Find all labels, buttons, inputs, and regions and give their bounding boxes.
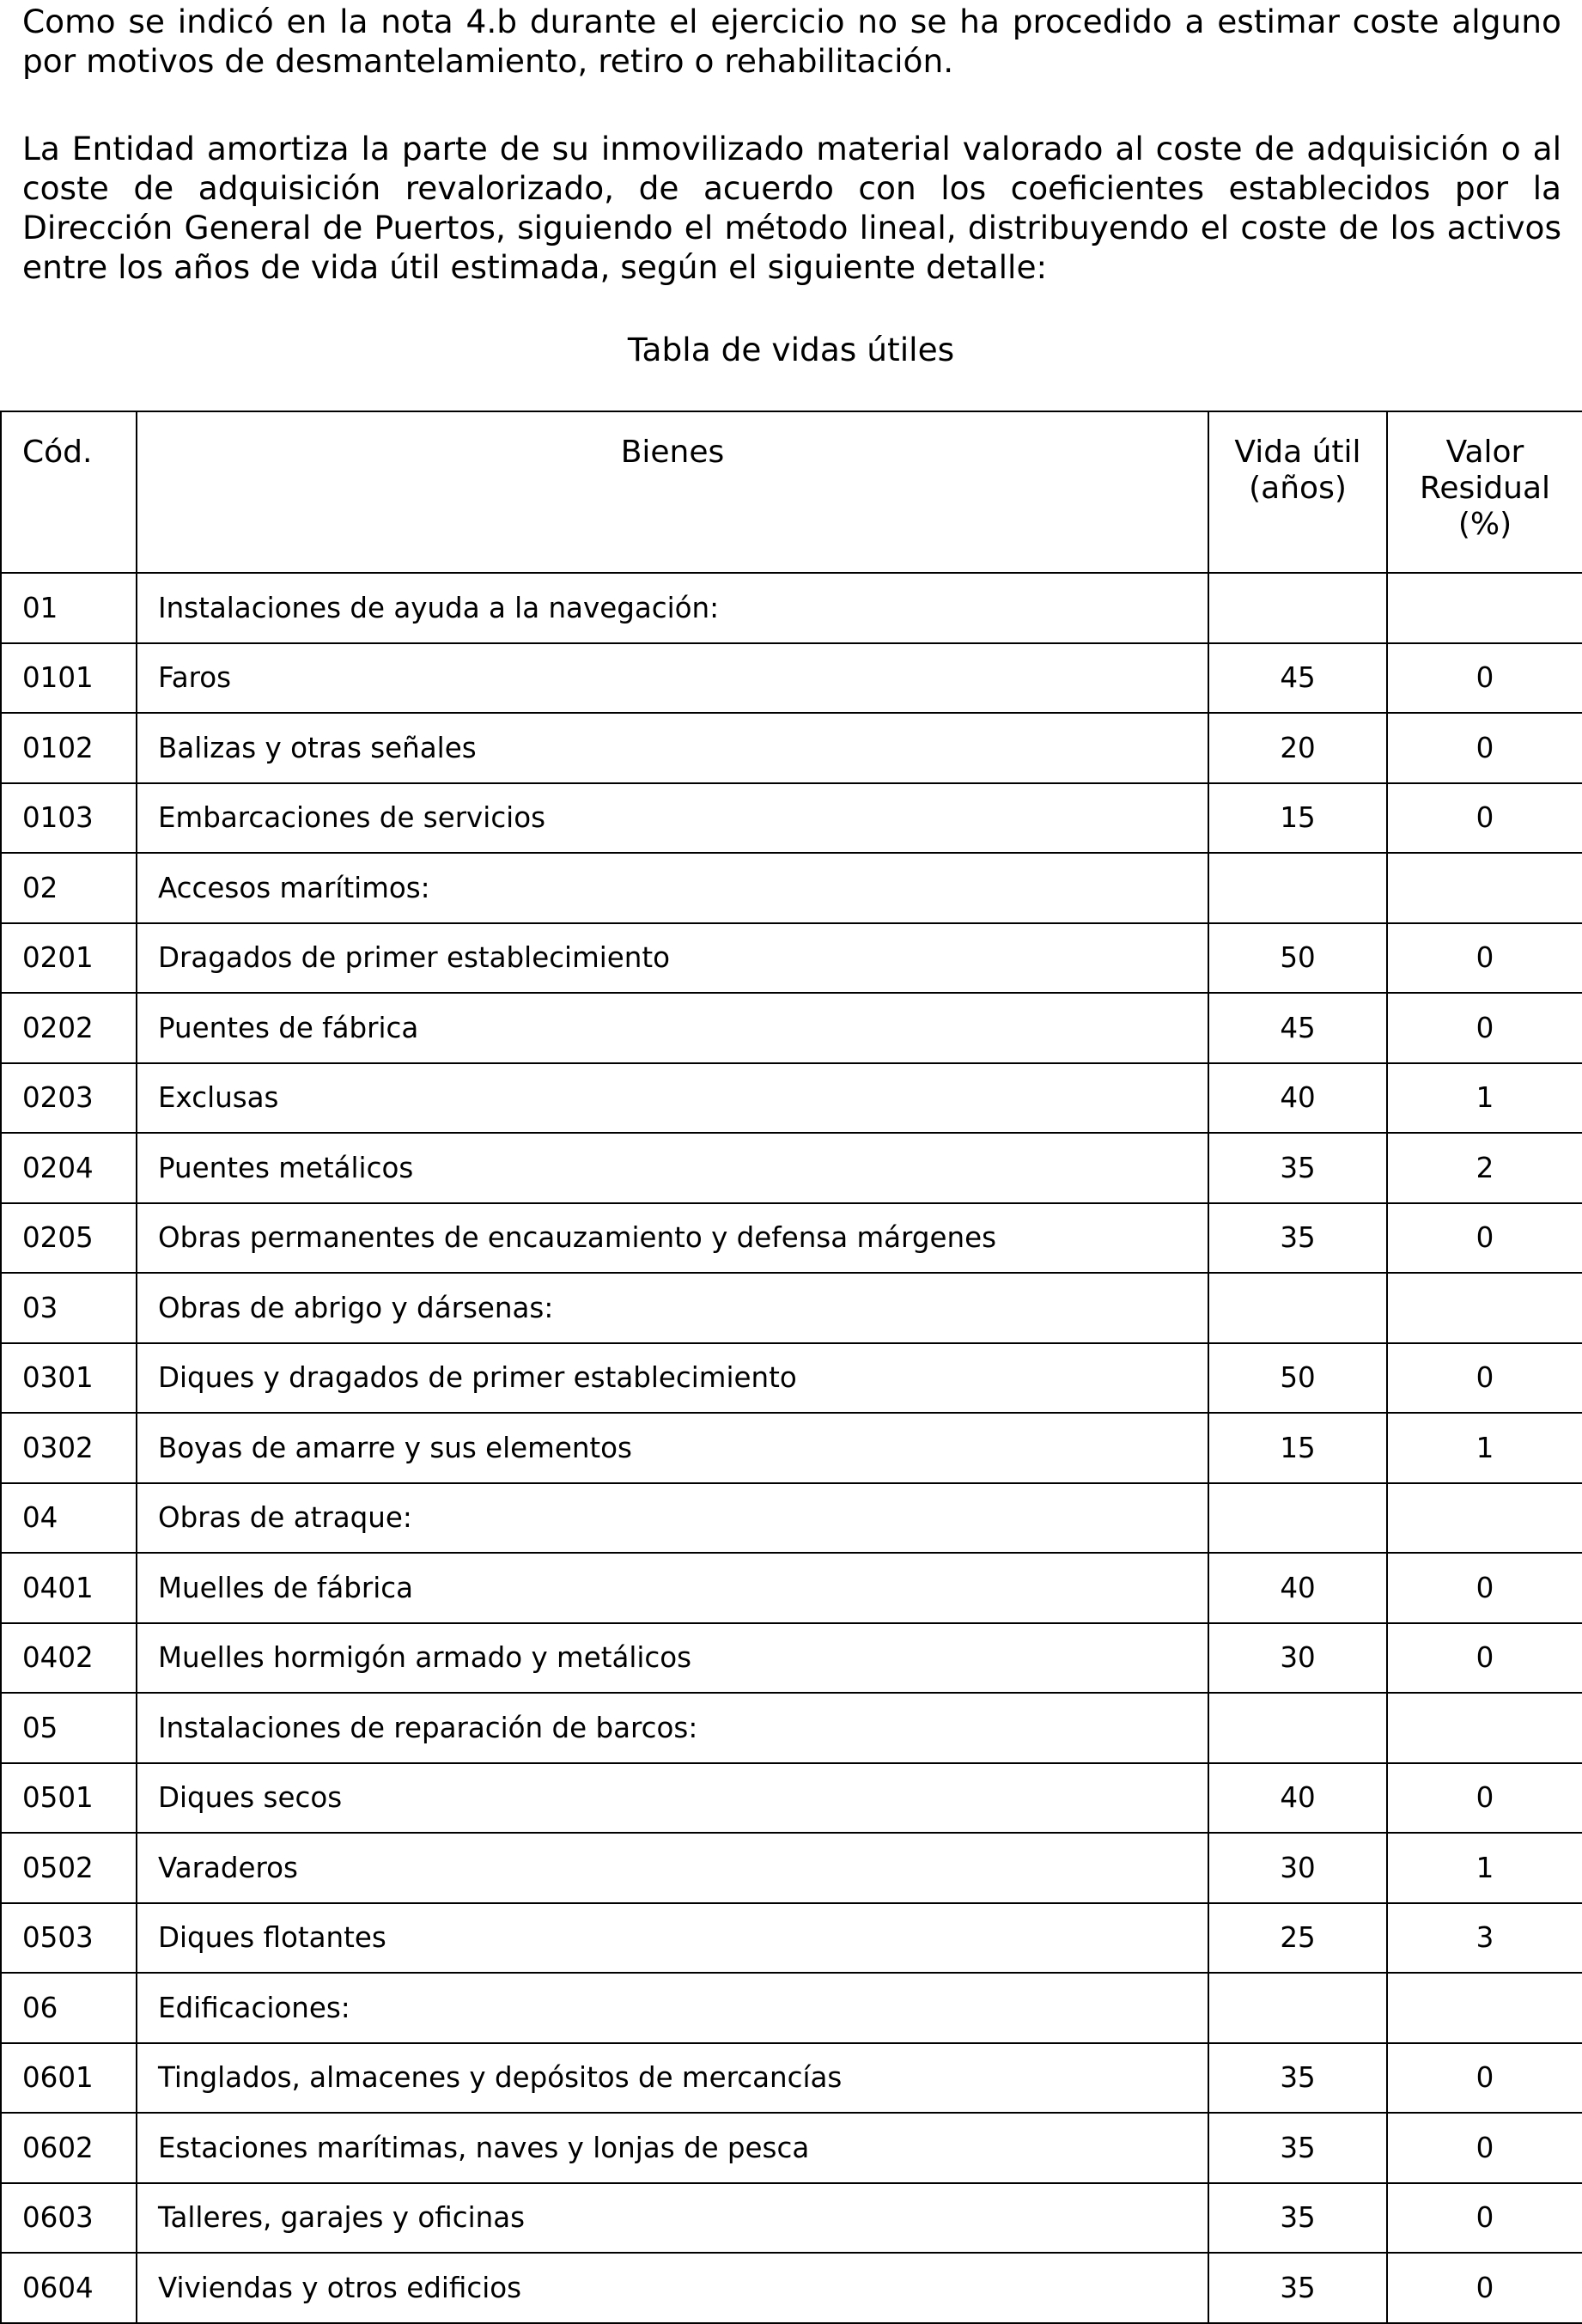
cell-vida-util [1208, 573, 1387, 643]
cell-vida-util [1208, 1483, 1387, 1554]
cell-vida-util: 35 [1208, 1133, 1387, 1203]
header-valor-residual-line1: Valor [1445, 435, 1524, 470]
cell-valor-residual: 0 [1387, 1343, 1582, 1414]
table-row [1, 1763, 1582, 1834]
cell-bienes: Diques y dragados de primer establecimiento [137, 1343, 1208, 1414]
table-header-row [1, 411, 1582, 573]
cell-cod: 0603 [1, 2183, 137, 2254]
cell-valor-residual: 0 [1387, 993, 1582, 1063]
cell-bienes: Muelles de fábrica [137, 1553, 1208, 1623]
cell-cod: 0205 [1, 1203, 137, 1274]
cell-cod: 0604 [1, 2253, 137, 2323]
cell-bienes: Viviendas y otros edificios [137, 2253, 1208, 2323]
table-row [1, 2183, 1582, 2254]
cell-bienes: Accesos marítimos: [137, 853, 1208, 923]
cell-cod: 04 [1, 1483, 137, 1554]
cell-valor-residual: 0 [1387, 2043, 1582, 2114]
cell-vida-util: 40 [1208, 1553, 1387, 1623]
cell-cod: 0102 [1, 713, 137, 783]
cell-valor-residual: 0 [1387, 2183, 1582, 2254]
cell-bienes: Estaciones marítimas, naves y lonjas de pesca [137, 2113, 1208, 2183]
table-row [1, 2253, 1582, 2323]
header-vida-util [1208, 411, 1387, 573]
table-row [1, 643, 1582, 714]
header-valor-residual [1387, 411, 1582, 573]
cell-valor-residual [1387, 1693, 1582, 1763]
table-row [1, 923, 1582, 994]
header-vida-util-line1: Vida útil [1234, 435, 1361, 470]
intro-paragraph-amortizacion: La Entidad amortiza la parte de su inmovilizado material valorado al coste de adquisición o al coste de adquisición revalorizado, de acuerdo con los coeficientes establecidos por la Dirección General de Puertos, siguiendo el método lineal, distribuyendo el coste de los activos entre los años de vida útil estimada, según el siguiente detalle: [22, 130, 1561, 286]
cell-cod: 0302 [1, 1413, 137, 1483]
cell-valor-residual [1387, 1483, 1582, 1554]
cell-bienes: Puentes metálicos [137, 1133, 1208, 1203]
useful-life-table [0, 411, 1582, 2324]
cell-bienes: Diques secos [137, 1763, 1208, 1834]
cell-cod: 0203 [1, 1063, 137, 1134]
cell-vida-util: 35 [1208, 2043, 1387, 2114]
cell-valor-residual: 0 [1387, 1623, 1582, 1694]
cell-bienes: Boyas de amarre y sus elementos [137, 1413, 1208, 1483]
cell-valor-residual: 0 [1387, 1203, 1582, 1274]
cell-bienes: Instalaciones de reparación de barcos: [137, 1693, 1208, 1763]
cell-valor-residual: 0 [1387, 783, 1582, 854]
cell-valor-residual: 0 [1387, 923, 1582, 994]
cell-bienes: Obras de atraque: [137, 1483, 1208, 1554]
cell-valor-residual: 0 [1387, 2113, 1582, 2183]
cell-cod: 0501 [1, 1763, 137, 1834]
table-row [1, 2113, 1582, 2183]
cell-cod: 0204 [1, 1133, 137, 1203]
cell-bienes: Dragados de primer establecimiento [137, 923, 1208, 994]
cell-bienes: Obras permanentes de encauzamiento y defensa márgenes [137, 1203, 1208, 1274]
cell-bienes: Exclusas [137, 1063, 1208, 1134]
table-row [1, 993, 1582, 1063]
table-row [1, 573, 1582, 643]
cell-vida-util: 40 [1208, 1763, 1387, 1834]
table-row [1, 853, 1582, 923]
cell-vida-util: 15 [1208, 783, 1387, 854]
cell-cod: 0401 [1, 1553, 137, 1623]
cell-valor-residual [1387, 1973, 1582, 2043]
table-row [1, 783, 1582, 854]
cell-valor-residual [1387, 853, 1582, 923]
table-row [1, 1063, 1582, 1134]
table-row [1, 1273, 1582, 1343]
cell-vida-util [1208, 853, 1387, 923]
cell-cod: 0402 [1, 1623, 137, 1694]
cell-valor-residual: 0 [1387, 643, 1582, 714]
header-bienes: Bienes [137, 411, 1208, 573]
cell-cod: 0502 [1, 1833, 137, 1903]
table-row [1, 1483, 1582, 1554]
cell-bienes: Balizas y otras señales [137, 713, 1208, 783]
cell-cod: 0602 [1, 2113, 137, 2183]
cell-vida-util [1208, 1693, 1387, 1763]
header-vida-util-line2: (años) [1249, 471, 1347, 506]
header-valor-residual-line2: Residual [1419, 471, 1551, 506]
table-row [1, 1833, 1582, 1903]
table-row [1, 713, 1582, 783]
cell-vida-util: 20 [1208, 713, 1387, 783]
table-row [1, 1623, 1582, 1694]
cell-valor-residual: 2 [1387, 1133, 1582, 1203]
cell-bienes: Edificaciones: [137, 1973, 1208, 2043]
cell-bienes: Embarcaciones de servicios [137, 783, 1208, 854]
cell-bienes: Tinglados, almacenes y depósitos de mercancías [137, 2043, 1208, 2114]
cell-vida-util: 25 [1208, 1903, 1387, 1974]
cell-valor-residual: 0 [1387, 2253, 1582, 2323]
intro-paragraph-desmantelamiento: Como se indicó en la nota 4.b durante el ejercicio no se ha procedido a estimar coste alguno por motivos de desmantelamiento, retiro o rehabilitación. [22, 3, 1561, 80]
header-valor-residual-line3: (%) [1457, 507, 1512, 542]
cell-vida-util: 35 [1208, 1203, 1387, 1274]
cell-valor-residual [1387, 573, 1582, 643]
cell-vida-util: 35 [1208, 2183, 1387, 2254]
cell-cod: 05 [1, 1693, 137, 1763]
cell-vida-util [1208, 1973, 1387, 2043]
header-cod: Cód. [1, 411, 137, 573]
cell-vida-util: 45 [1208, 643, 1387, 714]
cell-cod: 0202 [1, 993, 137, 1063]
table-row [1, 1203, 1582, 1274]
cell-valor-residual: 1 [1387, 1063, 1582, 1134]
table-row [1, 1693, 1582, 1763]
cell-vida-util [1208, 1273, 1387, 1343]
cell-valor-residual: 0 [1387, 713, 1582, 783]
cell-bienes: Talleres, garajes y oficinas [137, 2183, 1208, 2254]
cell-valor-residual: 1 [1387, 1413, 1582, 1483]
table-row [1, 1973, 1582, 2043]
table-row [1, 1343, 1582, 1414]
cell-cod: 0201 [1, 923, 137, 994]
cell-valor-residual: 0 [1387, 1763, 1582, 1834]
cell-vida-util: 50 [1208, 923, 1387, 994]
cell-bienes: Faros [137, 643, 1208, 714]
cell-vida-util: 35 [1208, 2113, 1387, 2183]
cell-vida-util: 45 [1208, 993, 1387, 1063]
cell-vida-util: 30 [1208, 1623, 1387, 1694]
cell-vida-util: 15 [1208, 1413, 1387, 1483]
cell-bienes: Obras de abrigo y dársenas: [137, 1273, 1208, 1343]
cell-vida-util: 30 [1208, 1833, 1387, 1903]
cell-cod: 06 [1, 1973, 137, 2043]
cell-valor-residual: 0 [1387, 1553, 1582, 1623]
cell-cod: 03 [1, 1273, 137, 1343]
cell-cod: 02 [1, 853, 137, 923]
table-title: Tabla de vidas útiles [627, 331, 955, 368]
cell-bienes: Puentes de fábrica [137, 993, 1208, 1063]
cell-cod: 01 [1, 573, 137, 643]
cell-valor-residual: 1 [1387, 1833, 1582, 1903]
cell-cod: 0101 [1, 643, 137, 714]
cell-cod: 0103 [1, 783, 137, 854]
cell-vida-util: 40 [1208, 1063, 1387, 1134]
cell-vida-util: 50 [1208, 1343, 1387, 1414]
cell-bienes: Varaderos [137, 1833, 1208, 1903]
cell-cod: 0503 [1, 1903, 137, 1974]
cell-cod: 0301 [1, 1343, 137, 1414]
cell-valor-residual: 3 [1387, 1903, 1582, 1974]
cell-cod: 0601 [1, 2043, 137, 2114]
cell-valor-residual [1387, 1273, 1582, 1343]
cell-bienes: Muelles hormigón armado y metálicos [137, 1623, 1208, 1694]
cell-bienes: Instalaciones de ayuda a la navegación: [137, 573, 1208, 643]
table-row [1, 1903, 1582, 1974]
cell-bienes: Diques flotantes [137, 1903, 1208, 1974]
table-row [1, 1133, 1582, 1203]
cell-vida-util: 35 [1208, 2253, 1387, 2323]
table-row [1, 1413, 1582, 1483]
table-row [1, 1553, 1582, 1623]
table-row [1, 2043, 1582, 2114]
